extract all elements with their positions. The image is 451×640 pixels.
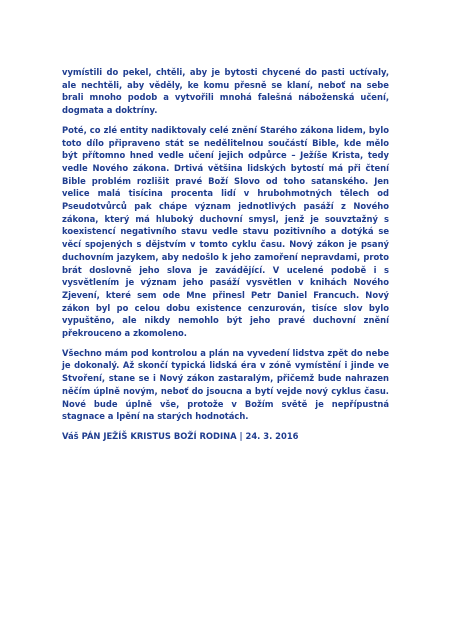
signature-line: Váš PÁN JEŽÍŠ KRISTUS BOŽÍ RODINA | 24. 3. 2016 xyxy=(62,430,299,441)
document-body xyxy=(62,66,389,450)
paragraph-3: Všechno mám pod kontrolou a plán na vyvedení lidstva zpět do nebe je dokonalý. Až skončí typická lidská éra v zóně vymístění i jinde ve Stvoření, stane se i Nový zákon zastaralým, přičemž bude nahrazen něčím úplně novým, neboť do jsoucna a bytí vejde nový cyklus času. Nové bude úplně vše, protože v Božím světě je nepřípustná stagnace a lpění na starých hodnotách. xyxy=(62,347,389,422)
paragraph-2: Poté, co zlé entity nadiktovaly celé znění Starého zákona lidem, bylo toto dílo připraveno stát se nedělitelnou součástí Bible, kde mělo být přítomno hned vedle učení jejich odpůrce – Ježíše Krista, tedy vedle Nového zákona. Drtivá většina lidských bytostí má při čtení Bible problém rozlišit pravé Boží Slovo od toho satanského. Jen velice malá tisícina procenta lidí v hrubohmotných tělech od Pseudotvůrců pak chápe význam jednotlivých pasáží z Nového zákona, který má hluboký duchovní smysl, jenž je souvztažný s koexistencí negativního stavu vedle stavu pozitivního a dotýká se věcí spojených s dějstvím v tomto cyklu času. Nový zákon je psaný duchovním jazykem, aby nedošlo k jeho zamoření nepravdami, proto brát doslovně jeho slova je zavádějící. V ucelené podobě i s vysvětlením je význam jeho pasáží vysvětlen v knihách Nového Zjevení, které sem ode Mne přinesl Petr Daniel Francuch. Nový zákon byl po celou dobu existence cenzurován, tisíce slov bylo vypuštěno, ale nikdy nemohlo být jeho pravé duchovní znění překrouceno a zkomoleno. xyxy=(62,124,389,339)
paragraph-1: vymístili do pekel, chtěli, aby je bytosti chycené do pasti uctívaly, ale nechtěli, aby věděly, ke komu přesně se klaní, neboť na sebe brali mnoho podob a vytvořili mnohá falešná náboženská učení, dogmata a doktríny. xyxy=(62,67,389,116)
